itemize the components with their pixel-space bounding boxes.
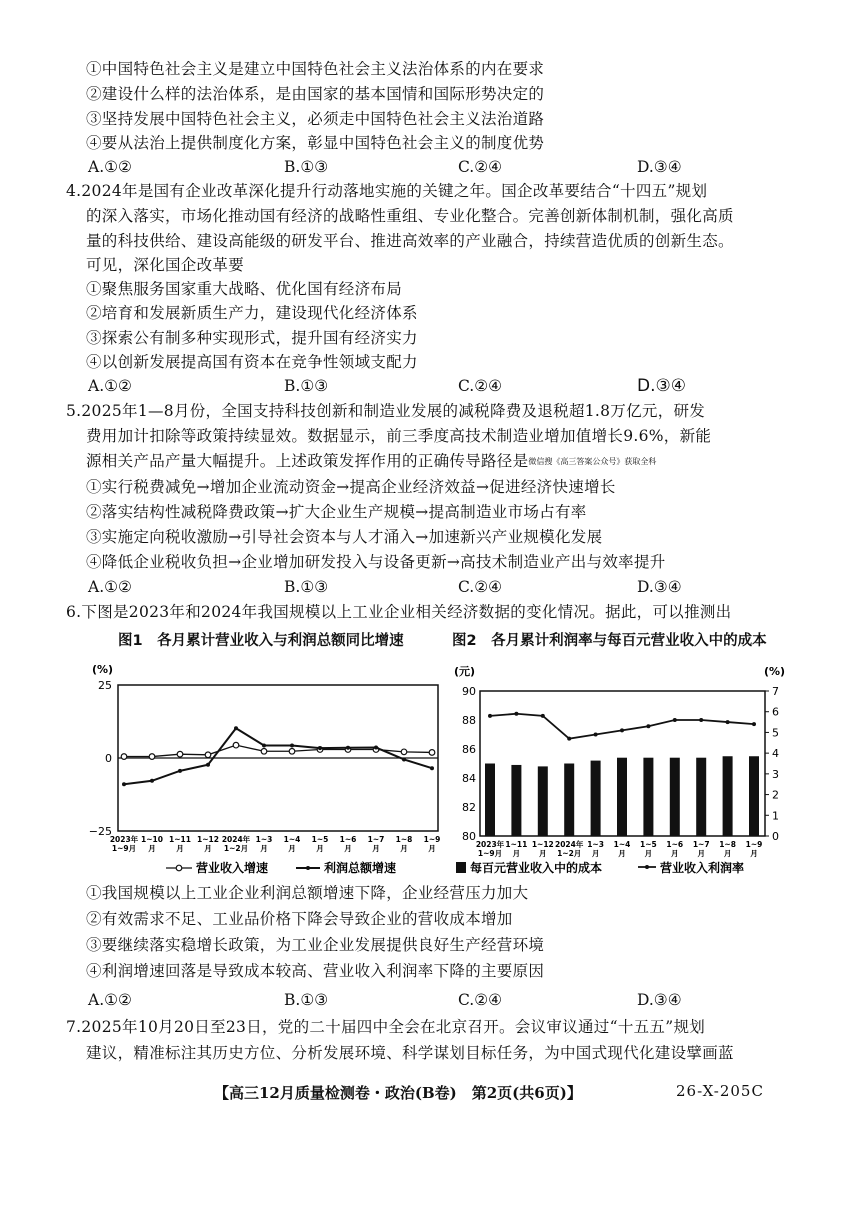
q5-statement-1: ①实行税费减免→增加企业流动资金→提高企业经济效益→促进经济快速增长 — [86, 478, 616, 496]
q6-stem: 6.下图是2023年和2024年我国规模以上工业企业相关经济数据的变化情况。据此，可以推测出 — [66, 603, 732, 621]
q3-option-c[interactable]: C.②④ — [458, 158, 503, 176]
q3-option-b[interactable]: B.①③ — [284, 158, 329, 176]
q3-statement-2: ②建设什么样的法治体系，是由国家的基本国情和国际形势决定的 — [86, 85, 545, 103]
fig2-bar-line-chart — [450, 655, 795, 880]
fig2-x-tick-label: 1~12 — [531, 840, 554, 849]
fig2-bar — [564, 764, 574, 837]
q6-option-a[interactable]: A.①② — [88, 991, 132, 1009]
q4-option-b[interactable]: B.①③ — [284, 377, 329, 395]
fig1-point — [374, 745, 378, 749]
fig1-x-tick-label: 1~2月 — [223, 844, 249, 853]
fig1-point — [121, 754, 127, 760]
fig2-bar — [617, 758, 627, 836]
fig2-point — [567, 737, 571, 741]
q4-statement-1: ①聚焦服务国家重大战略、优化国有经济布局 — [86, 280, 403, 298]
q3-option-a[interactable]: A.①② — [88, 158, 132, 176]
fig2-legend-marker-2 — [645, 865, 649, 869]
fig2-x-tick-label: 月 — [512, 849, 521, 858]
fig2-x-tick-label: 月 — [591, 849, 600, 858]
fig1-point — [150, 779, 154, 783]
fig1-x-tick-label: 月 — [400, 844, 408, 853]
fig1-point — [262, 743, 266, 747]
fig1-y-tick-label: 25 — [98, 679, 112, 692]
q4-stem-line-3: 量的科技供给、建设高能级的研发平台、推进高效率的产业融合，持续营造优质的创新生态。 — [86, 232, 734, 250]
fig1-x-tick-label: 1~6 — [339, 835, 357, 844]
fig1-x-tick-label: 1~11 — [169, 835, 191, 844]
fig1-x-tick-label: 2024年 — [221, 835, 251, 844]
fig2-bar — [670, 758, 680, 836]
fig2-y-left-tick-label: 86 — [462, 743, 476, 756]
q6-statement-1: ①我国规模以上工业企业利润总额增速下降，企业经营压力加大 — [86, 884, 529, 902]
fig2-bar — [511, 765, 521, 836]
fig1-caption: 图1 各月累计营业收入与利润总额同比增速 — [118, 633, 404, 649]
q6-option-c[interactable]: C.②④ — [458, 991, 503, 1009]
fig1-x-tick-label: 月 — [176, 844, 184, 853]
q6-option-b[interactable]: B.①③ — [284, 991, 329, 1009]
fig2-x-tick-label: 月 — [697, 849, 705, 858]
fig1-x-tick-label: 月 — [344, 844, 352, 853]
fig2-y-right-tick-label: 0 — [772, 830, 779, 843]
fig1-legend-label-1: 营业收入增速 — [196, 861, 269, 875]
fig2-y-right-tick-label: 1 — [772, 809, 779, 823]
q5-stem-text: 源相关产品产量大幅提升。上述政策发挥作用的正确传导路径是 — [86, 452, 529, 470]
q3-option-d[interactable]: D.③④ — [637, 158, 682, 176]
fig2-y-right-tick-label: 2 — [772, 788, 779, 802]
fig1-y-tick-label: −25 — [88, 825, 112, 838]
fig1-point — [401, 749, 407, 755]
fig1-point — [149, 754, 155, 760]
fig2-bar — [485, 764, 495, 837]
q5-option-d[interactable]: D.③④ — [637, 578, 682, 596]
fig1-point — [177, 751, 183, 757]
q6-option-d[interactable]: D.③④ — [637, 991, 682, 1009]
fig2-x-tick-label: 1~7 — [692, 840, 710, 849]
fig2-x-tick-label: 1~11 — [505, 840, 528, 849]
q7-stem-line-1: 7.2025年10月20日至23日，党的二十届四中全会在北京召开。会议审议通过“十五五”规划 — [66, 1018, 706, 1036]
q5-statement-4: ④降低企业税收负担→企业增加研发投入与设备更新→高技术制造业产出与效率提升 — [86, 553, 666, 571]
q5-option-c[interactable]: C.②④ — [458, 578, 503, 596]
footer-code: 26-X-205C — [676, 1082, 764, 1100]
fig2-point — [646, 724, 650, 728]
fig2-y-right-tick-label: 6 — [772, 705, 779, 719]
q5-option-b[interactable]: B.①③ — [284, 578, 329, 596]
q3-statement-3: ③坚持发展中国特色社会主义，必须走中国特色社会主义法治道路 — [86, 110, 545, 128]
fig2-point — [673, 718, 677, 722]
fig1-x-tick-label: 1~4 — [283, 835, 301, 844]
fig2-bar — [696, 758, 706, 836]
fig1-y-tick-label: 0 — [105, 752, 112, 765]
q4-stem-line-2: 的深入落实，市场化推动国有经济的战略性重组、专业化整合。完善创新体制机制，强化高质 — [86, 207, 734, 225]
fig1-x-tick-label: 1~5 — [311, 835, 329, 844]
fig2-x-tick-label: 1~2月 — [557, 849, 582, 858]
fig2-bar — [723, 756, 733, 836]
fig2-x-tick-label: 月 — [750, 849, 758, 858]
fig1-point — [290, 743, 294, 747]
fig1-point — [178, 769, 182, 773]
fig2-legend-label-1: 每百元营业收入中的成本 — [470, 861, 603, 875]
fig1-point — [234, 726, 238, 730]
q4-stem-line-1: 4.2024年是国有企业改革深化提升行动落地实施的关键之年。国企改革要结合“十四五”规划 — [66, 182, 708, 200]
fig1-x-tick-label: 月 — [288, 844, 296, 853]
fig1-x-tick-label: 月 — [316, 844, 324, 853]
fig1-x-tick-label: 1~7 — [367, 835, 385, 844]
fig2-point — [488, 714, 492, 718]
fig1-x-tick-label: 月 — [148, 844, 156, 853]
fig2-y-left-tick-label: 90 — [462, 685, 476, 698]
fig1-point — [346, 746, 350, 750]
q4-statement-4: ④以创新发展提高国有资本在竞争性领域支配力 — [86, 353, 418, 371]
fig2-y-left-tick-label: 84 — [462, 772, 476, 785]
fig1-x-tick-label: 1~9月 — [111, 844, 137, 853]
fig2-point — [541, 714, 545, 718]
fig1-x-tick-label: 月 — [260, 844, 268, 853]
fig1-ylabel: (%) — [92, 663, 114, 676]
fig1-legend-marker-2 — [306, 866, 310, 870]
footer-title: 【高三12月质量检测卷・政治(B卷) 第2页(共6页)】 — [214, 1084, 582, 1102]
fig2-ylabel-left: (元) — [454, 665, 476, 678]
q3-statement-4: ④要从法治上提供制度化方案，彰显中国特色社会主义的制度优势 — [86, 134, 545, 152]
fig2-y-right-tick-label: 7 — [772, 685, 779, 698]
fig2-point — [752, 722, 756, 726]
fig1-point — [429, 750, 435, 756]
q4-option-a[interactable]: A.①② — [88, 377, 132, 395]
fig1-point — [402, 757, 406, 761]
fig2-y-right-tick-label: 5 — [772, 726, 779, 740]
fig2-x-tick-label: 月 — [723, 849, 732, 858]
fig1-series-line-2 — [124, 728, 432, 784]
fig2-x-tick-label: 1~9月 — [477, 849, 503, 858]
q6-statement-3: ③要继续落实稳增长政策，为工业企业发展提供良好生产经营环境 — [86, 936, 545, 954]
fig2-x-tick-label: 月 — [539, 849, 547, 858]
q6-statement-4: ④利润增速回落是导致成本较高、营业收入利润率下降的主要原因 — [86, 962, 545, 980]
fig2-x-tick-label: 2024年 — [555, 840, 584, 849]
fig2-bar — [591, 761, 601, 836]
fig1-x-tick-label: 1~3 — [255, 835, 273, 844]
fig2-y-right-tick-label: 3 — [772, 767, 779, 781]
fig2-series-line — [490, 714, 754, 739]
fig1-x-tick-label: 1~12 — [197, 835, 219, 844]
fig2-x-tick-label: 月 — [671, 849, 679, 858]
fig1-x-tick-label: 月 — [428, 844, 436, 853]
fig1-x-tick-label: 月 — [204, 844, 212, 853]
watermark-text: 微信搜《高三答案公众号》获取全科 — [528, 457, 657, 466]
fig1-point — [205, 752, 211, 758]
q5-statement-2: ②落实结构性减税降费政策→扩大企业生产规模→提高制造业市场占有率 — [86, 503, 587, 521]
q5-statement-3: ③实施定向税收激励→引导社会资本与人才涌入→加速新兴产业规模化发展 — [86, 528, 603, 546]
fig1-line-chart — [80, 655, 450, 880]
fig2-x-tick-label: 1~3 — [587, 840, 604, 849]
fig1-point — [318, 746, 322, 750]
fig2-point — [620, 728, 624, 732]
fig1-x-tick-label: 2023年 — [109, 835, 139, 844]
fig1-point — [206, 763, 210, 767]
q4-statement-3: ③探索公有制多种实现形式，提升国有经济实力 — [86, 329, 418, 347]
q4-option-c[interactable]: C.②④ — [458, 377, 503, 395]
fig1-point — [261, 748, 267, 754]
fig2-x-tick-label: 月 — [618, 849, 626, 858]
fig2-y-right-tick-label: 4 — [772, 747, 779, 761]
q5-stem-line-2: 费用加计扣除等政策持续显效。数据显示，前三季度高技术制造业增加值增长9.6%，新能 — [86, 427, 712, 445]
fig1-legend-label-2: 利润总额增速 — [324, 861, 397, 875]
fig2-legend-marker-1 — [456, 862, 466, 873]
fig2-bar — [749, 756, 759, 836]
fig1-point — [233, 742, 239, 748]
fig1-point — [430, 766, 434, 770]
q4-stem-line-4: 可见，深化国企改革要 — [86, 256, 245, 274]
fig1-x-tick-label: 1~9 — [423, 835, 441, 844]
q6-statement-2: ②有效需求不足、工业品价格下降会导致企业的营收成本增加 — [86, 910, 513, 928]
fig1-point — [122, 782, 126, 786]
fig2-ylabel-right: (%) — [764, 665, 786, 678]
fig1-legend-marker-1 — [176, 865, 182, 871]
fig2-point — [594, 733, 598, 737]
fig1-x-tick-label: 1~8 — [395, 835, 413, 844]
fig2-bar — [643, 758, 653, 836]
fig2-caption: 图2 各月累计利润率与每百元营业收入中的成本 — [452, 633, 767, 649]
fig2-y-left-tick-label: 82 — [462, 801, 476, 814]
fig2-point — [699, 718, 703, 722]
fig2-x-tick-label: 1~8 — [719, 840, 736, 849]
fig2-bar — [538, 766, 548, 836]
fig2-y-left-tick-label: 80 — [462, 830, 476, 843]
fig2-x-tick-label: 1~4 — [613, 840, 631, 849]
q4-statement-2: ②培育和发展新质生产力，建设现代化经济体系 — [86, 304, 418, 322]
fig2-y-left-tick-label: 88 — [462, 714, 476, 727]
q5-stem-line-3 — [86, 450, 656, 473]
fig2-point — [726, 720, 730, 724]
fig1-x-tick-label: 1~10 — [141, 835, 163, 844]
q4-option-d[interactable]: D.③④ — [637, 376, 686, 396]
fig2-x-tick-label: 2023年 — [475, 840, 505, 849]
q3-statement-1: ①中国特色社会主义是建立中国特色社会主义法治体系的内在要求 — [86, 60, 545, 78]
fig1-point — [289, 748, 295, 754]
fig2-legend-label-2: 营业收入利润率 — [660, 861, 745, 875]
fig2-point — [514, 712, 518, 716]
q5-option-a[interactable]: A.①② — [88, 578, 132, 596]
q5-stem-line-1: 5.2025年1—8月份，全国支持科技创新和制造业发展的减税降费及退税超1.8万亿元，研发 — [66, 402, 706, 420]
fig2-x-tick-label: 1~5 — [640, 840, 657, 849]
fig2-x-tick-label: 1~6 — [666, 840, 684, 849]
fig2-x-tick-label: 月 — [644, 849, 653, 858]
fig2-x-tick-label: 1~9 — [745, 840, 763, 849]
q7-stem-line-2: 建议，精准标注其历史方位、分析发展环境、科学谋划目标任务，为中国式现代化建设擘画蓝 — [86, 1044, 734, 1062]
fig1-x-tick-label: 月 — [372, 844, 380, 853]
